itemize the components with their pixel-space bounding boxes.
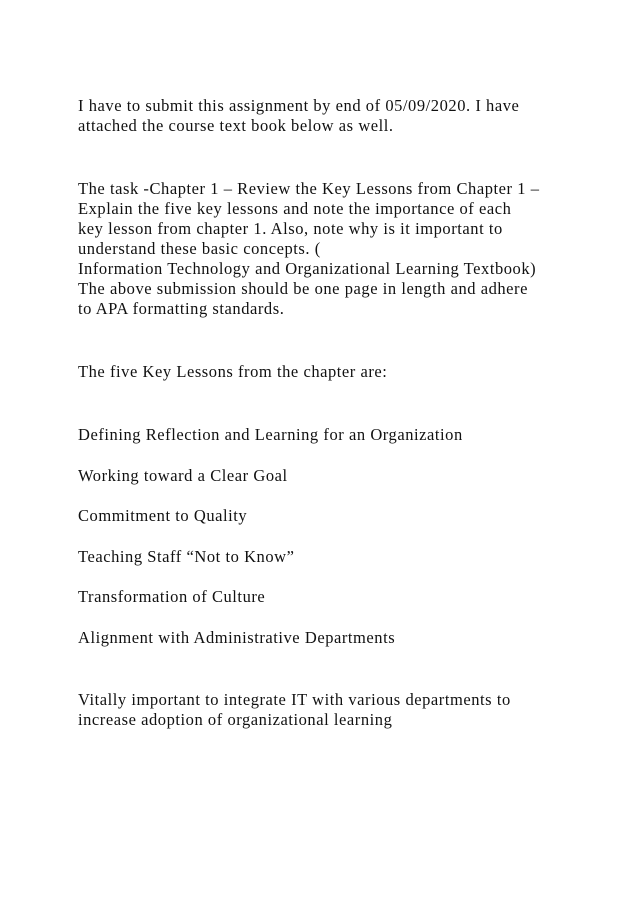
task-line-3: key lesson from chapter 1. Also, note why is it important to bbox=[78, 219, 503, 238]
task-line-5: Information Technology and Organizational Learning Textbook) bbox=[78, 259, 537, 278]
task-line-4: understand these basic concepts. ( bbox=[78, 239, 321, 258]
closing-line-2: increase adoption of organizational learning bbox=[78, 710, 393, 729]
task-line-6: The above submission should be one page in length and adhere bbox=[78, 279, 528, 298]
closing-line-1: Vitally important to integrate IT with various departments to bbox=[78, 690, 511, 709]
lesson-item-4: Teaching Staff “Not to Know” bbox=[78, 547, 295, 566]
task-line-7: to APA formatting standards. bbox=[78, 299, 285, 318]
lessons-heading: The five Key Lessons from the chapter are: bbox=[78, 362, 388, 381]
task-line-1: The task -Chapter 1 – Review the Key Lessons from Chapter 1 – bbox=[78, 179, 540, 198]
lesson-item-3: Commitment to Quality bbox=[78, 506, 248, 525]
lesson-item-6: Alignment with Administrative Departments bbox=[78, 628, 396, 647]
lesson-item-2: Working toward a Clear Goal bbox=[78, 466, 288, 485]
lesson-item-5: Transformation of Culture bbox=[78, 587, 266, 606]
task-line-2: Explain the five key lessons and note the importance of each bbox=[78, 199, 512, 218]
intro-line-1: I have to submit this assignment by end of 05/09/2020. I have bbox=[78, 96, 520, 115]
lesson-item-1: Defining Reflection and Learning for an Organization bbox=[78, 425, 463, 444]
intro-line-2: attached the course text book below as well. bbox=[78, 116, 394, 135]
